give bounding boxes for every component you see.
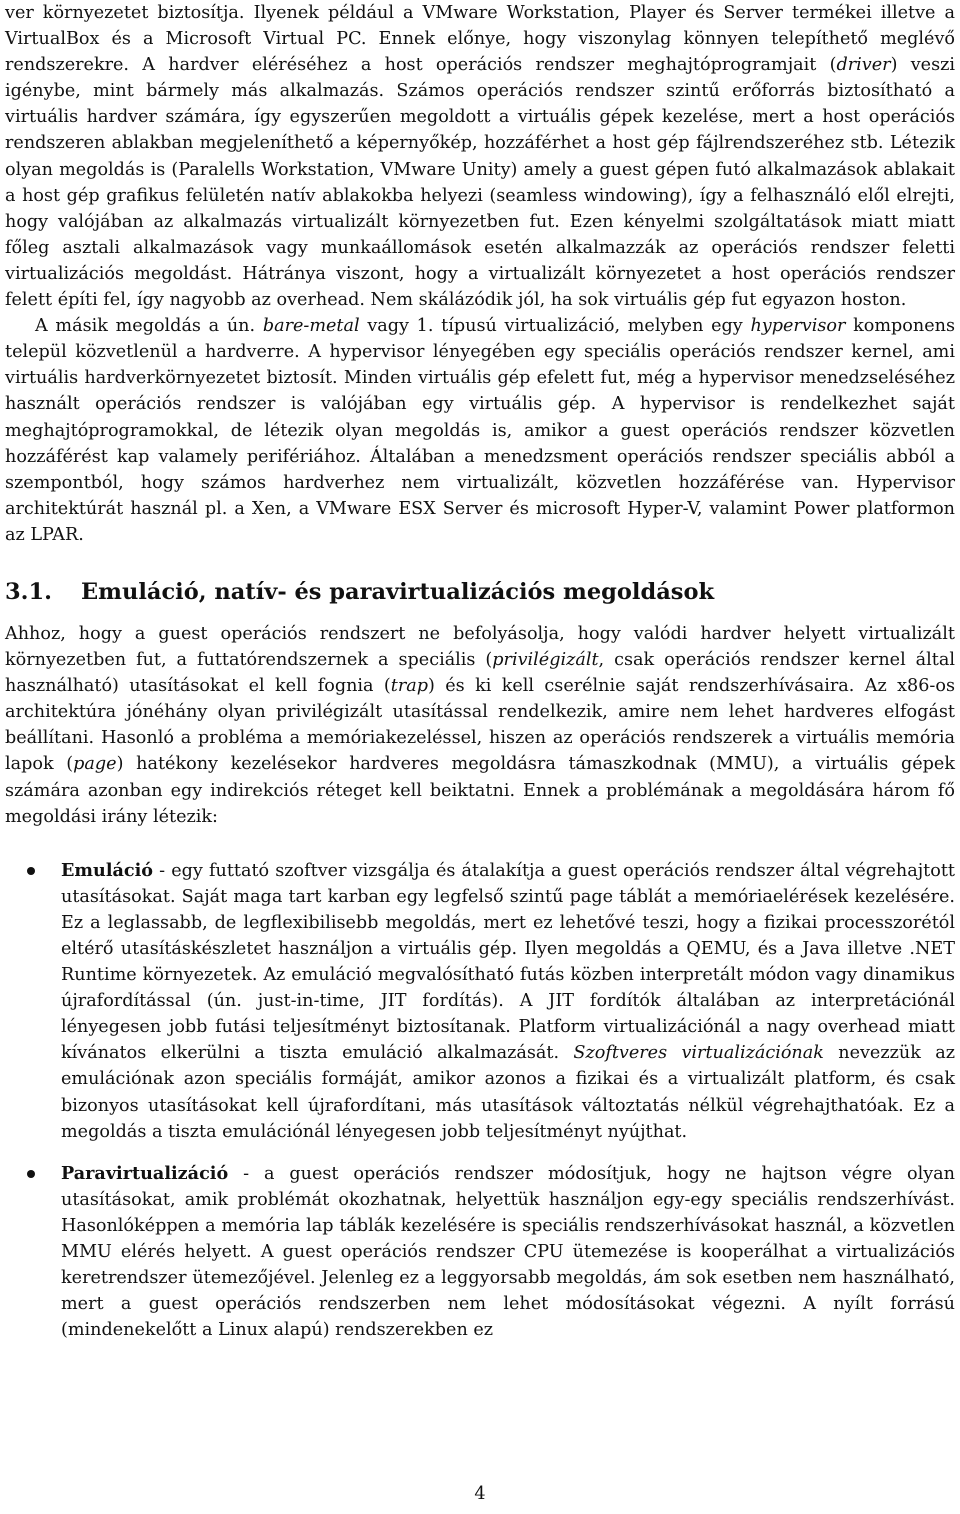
list-item-term: Emuláció <box>61 859 154 881</box>
document-page <box>5 0 955 1343</box>
section-title: Emuláció, natív- és paravirtualizációs megoldások <box>81 578 715 605</box>
list-item-term: Paravirtualizáció <box>61 1162 229 1184</box>
bullet-icon <box>27 867 35 875</box>
list-item <box>5 1161 955 1344</box>
section-number: 3.1. <box>5 578 52 605</box>
intro-paragraph-2: A másik megoldás a ún. bare-metal vagy 1. típusú virtualizáció, melyben egy hypervisor komponens települ közvetlenül a hardverre. A hypervisor lényegében egy speciális operációs rendszer kernel, ami virtuális hardverkörnyezetet biztosít. Minden virtuális gép efelett fut, még a hypervisor menedzseléséhez használt operációs rendszer is valójában egy virtuális gép. A hypervisor is rendelkezhet saját meghajtóprogramokkal, de létezik olyan megoldás is, amikor a guest operációs rendszer közvetlen hozzáférést kap valamely perifériához. Általában a menedzsment operációs rendszer speciális abból a szempontból, hogy számos hardverhez nem virtualizált, közvetlen hozzáférése van. Hypervisor architektúrát használ pl. a Xen, a VMware ESX Server és microsoft Hyper-V, valamint Power platformon az LPAR. <box>5 316 955 545</box>
bullet-icon <box>27 1170 35 1178</box>
section-heading <box>5 548 955 621</box>
bullet-list <box>5 858 955 1344</box>
list-item-text: Emuláció - egy futtató szoftver vizsgálja és átalakítja a guest operációs rendszer által végrehajtott utasításokat. Saját maga tart karban egy legfelső szintű page táblát a memóriaelérések kezelésére. Ez a leglassabb, de legflexibilisebb megoldás, mert ez lehetővé teszi, hogy a fizikai processzorétól eltérő utasításkészletet használjon a virtuális gép. Ilyen megoldás a QEMU, és a Java illetve .NET Runtime környezetek. Az emuláció megvalósítható futás közben interpretált módon vagy dinamikus újrafordítással (ún. just-in-time, JIT fordítás). A JIT fordítók általában az interpretációnál lényegesen jobb futási teljesítményt biztosítanak. Platform virtualizációnál a nagy overhead miatt kívánatos elkerülni a tiszta emuláció alkalmazását. Szoftveres virtualizációnak nevezzük az emulációnak azon speciális formáját, amikor azonos a fizikai és a virtualizált platform, és csak bizonyos utasításokat kell újrafordítani, más utasítások változtatás nélkül végrehajthatóak. Ez a megoldás a tiszta emulációnál lényegesen jobb teljesítményt nyújthat. <box>61 859 955 1142</box>
page-number: 4 <box>474 1484 486 1504</box>
list-item-text: Paravirtualizáció - a guest operációs rendszer módosítjuk, hogy ne hajtson végre olyan utasításokat, amik problémát okozhatnak, helyettük használjon egy-egy speciális rendszerhívást. Hasonlóképpen a memória lap táblák kezelésére is speciális rendszerhívásokat használ, a közvetlen MMU elérés helyett. A guest operációs rendszer CPU ütemezése is kooperálhat a virtualizációs keretrendszer ütemezőjével. Jelenleg ez a leggyorsabb megoldás, ám sok esetben nem használható, mert a guest operációs rendszerben nem lehet módosításokat végezni. A nyílt forrású (mindenekelőtt a Linux alapú) rendszerekben ez <box>61 1162 955 1341</box>
section-paragraph-1: Ahhoz, hogy a guest operációs rendszert ne befolyásolja, hogy valódi hardver helyett virtualizált környezetben fut, a futtatórendszernek a speciális (privilégizált, csak operációs rendszer kernel által használható) utasításokat el kell fognia (trap) és ki kell cserélnie saját rendszerhívásaira. Az x86-os architektúra jónéhány olyan privilégizált utasítással rendelkezik, amire nem lehet hardveres elfogást beállítani. Hasonló a probléma a memóriakezeléssel, hiszen az operációs rendszerek a virtuális memória lapok (page) hatékony kezelésekor hardveres megoldásra támaszkodnak (MMU), a virtuális gépek számára azonban egy indirekciós réteget kell beiktatni. Ennek a problémának a megoldására három fő megoldási irány létezik: <box>5 623 955 827</box>
list-item <box>5 858 955 1145</box>
intro-paragraph-1: ver környezetet biztosítja. Ilyenek például a VMware Workstation, Player és Server termékei illetve a VirtualBox és a Microsoft Virtual PC. Ennek előnye, hogy viszonylag könnyen telepíthető meglévő rendszerekre. A hardver eléréséhez a host operációs rendszer meghajtóprogramjait (driver) veszi igénybe, mint bármely más alkalmazás. Számos operációs rendszer szintű erőforrás biztosítható a virtuális hardver számára, így egyszerűen megoldott a virtuális gépek kezelése, mert a host operációs rendszeren ablakban megjeleníthető a képernyőkép, hozzáférhet a host gép fájlrendszeréhez stb. Létezik olyan megoldás is (Paralells Workstation, VMware Unity) amely a guest gépen futó alkalmazások ablakait a host gép grafikus felületén natív ablakokba helyezi (seamless windowing), így a felhasználó elől elrejti, hogy valójában az alkalmazás virtualizált környezetben fut. Ezen kényelmi szolgáltatások miatt miatt főleg asztali alkalmazások vagy munkaállomások esetén alkalmazzák az operációs rendszer feletti virtualizációs megoldást. Hátránya viszont, hogy a virtualizált környezetet a host operációs rendszer felett építi fel, így nagyobb az overhead. Nem skálázódik jól, ha sok virtuális gép fut egyazon hoston. <box>5 3 955 311</box>
